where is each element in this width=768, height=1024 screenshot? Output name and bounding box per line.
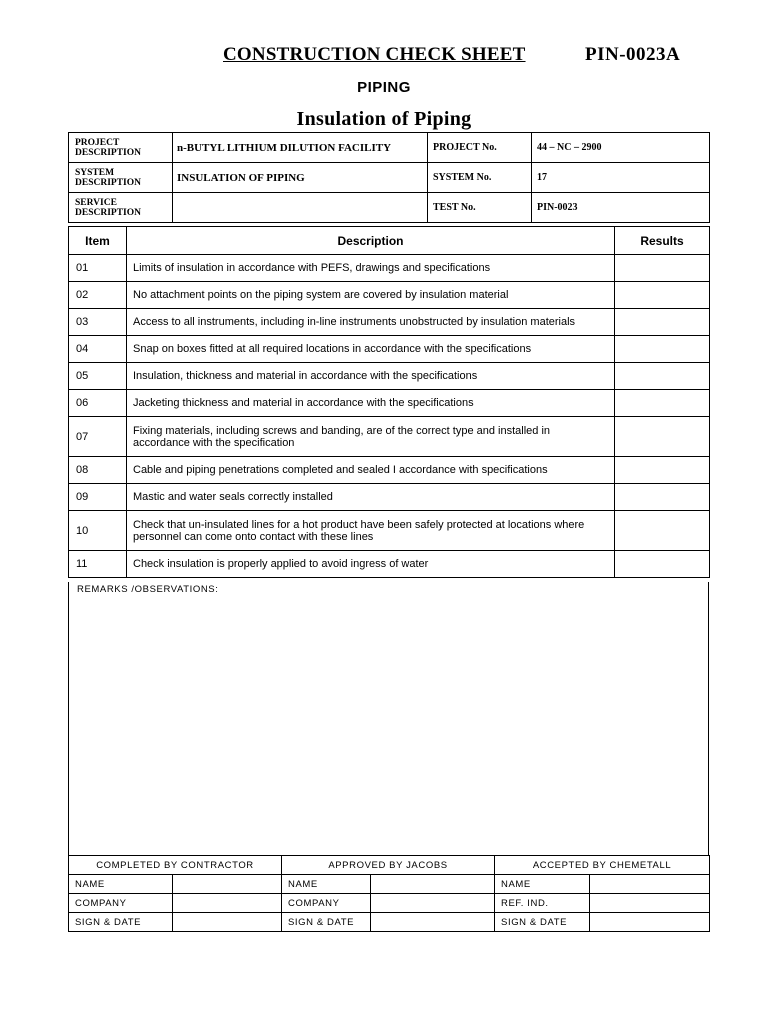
checklist-header-row [69, 227, 710, 255]
contractor-company-label: COMPANY [69, 894, 173, 913]
table-row [69, 336, 710, 363]
item-description: Insulation, thickness and material in accordance with the specifications [127, 363, 615, 390]
result-cell[interactable] [615, 457, 710, 484]
contractor-name-field[interactable] [173, 875, 282, 894]
result-cell[interactable] [615, 363, 710, 390]
result-cell[interactable] [615, 551, 710, 578]
table-row [69, 255, 710, 282]
system-description-value: INSULATION OF PIPING [173, 163, 428, 193]
result-cell[interactable] [615, 390, 710, 417]
jacobs-company-field[interactable] [371, 894, 495, 913]
item-description: Check insulation is properly applied to avoid ingress of water [127, 551, 615, 578]
service-description-label: SERVICE DESCRIPTION [69, 193, 173, 223]
result-cell[interactable] [615, 511, 710, 551]
item-description: Jacketing thickness and material in accordance with the specifications [127, 390, 615, 417]
table-row [69, 511, 710, 551]
result-cell[interactable] [615, 255, 710, 282]
item-description: Limits of insulation in accordance with PEFS, drawings and specifications [127, 255, 615, 282]
result-cell[interactable] [615, 484, 710, 511]
project-info-table [68, 132, 710, 223]
chemetall-name-field[interactable] [590, 875, 710, 894]
jacobs-heading: APPROVED BY JACOBS [282, 856, 495, 875]
description-column-header: Description [127, 227, 615, 255]
system-number-value: 17 [532, 163, 710, 193]
item-description: Check that un-insulated lines for a hot product have been safely protected at locations where personnel can come onto contact with these lines [127, 511, 615, 551]
contractor-sign-field[interactable] [173, 913, 282, 932]
result-cell[interactable] [615, 309, 710, 336]
result-cell[interactable] [615, 336, 710, 363]
system-number-label: SYSTEM No. [428, 163, 532, 193]
remarks-label: REMARKS /OBSERVATIONS: [77, 584, 219, 595]
item-number: 07 [69, 417, 127, 457]
checklist-table [68, 226, 710, 578]
system-description-label: SYSTEM DESCRIPTION [69, 163, 173, 193]
item-number: 06 [69, 390, 127, 417]
item-number: 04 [69, 336, 127, 363]
table-row [69, 457, 710, 484]
signoff-table [68, 855, 710, 932]
project-row [69, 133, 710, 163]
project-number-label: PROJECT No. [428, 133, 532, 163]
chemetall-heading: ACCEPTED BY CHEMETALL [495, 856, 710, 875]
result-cell[interactable] [615, 417, 710, 457]
test-number-value: PIN-0023 [532, 193, 710, 223]
chemetall-ref-label: REF. IND. [495, 894, 590, 913]
item-number: 11 [69, 551, 127, 578]
table-row [69, 417, 710, 457]
signoff-name-row [69, 875, 710, 894]
chemetall-name-label: NAME [495, 875, 590, 894]
item-description: Cable and piping penetrations completed and sealed I accordance with specifications [127, 457, 615, 484]
item-number: 05 [69, 363, 127, 390]
item-description: Snap on boxes fitted at all required locations in accordance with the specifications [127, 336, 615, 363]
jacobs-sign-field[interactable] [371, 913, 495, 932]
contractor-name-label: NAME [69, 875, 173, 894]
jacobs-name-label: NAME [282, 875, 371, 894]
item-number: 02 [69, 282, 127, 309]
remarks-box[interactable] [68, 582, 709, 856]
jacobs-sign-label: SIGN & DATE [282, 913, 371, 932]
item-number: 01 [69, 255, 127, 282]
service-row [69, 193, 710, 223]
discipline-heading: PIPING [357, 79, 411, 96]
chemetall-sign-field[interactable] [590, 913, 710, 932]
table-row [69, 309, 710, 336]
table-row [69, 551, 710, 578]
item-number: 10 [69, 511, 127, 551]
signoff-sign-row [69, 913, 710, 932]
test-number-label: TEST No. [428, 193, 532, 223]
contractor-heading: COMPLETED BY CONTRACTOR [69, 856, 282, 875]
item-column-header: Item [69, 227, 127, 255]
sheet-title: CONSTRUCTION CHECK SHEET [223, 44, 526, 65]
chemetall-sign-label: SIGN & DATE [495, 913, 590, 932]
item-number: 03 [69, 309, 127, 336]
item-number: 08 [69, 457, 127, 484]
project-description-value: n-BUTYL LITHIUM DILUTION FACILITY [173, 133, 428, 163]
table-row [69, 282, 710, 309]
project-number-value: 44 – NC – 2900 [532, 133, 710, 163]
item-number: 09 [69, 484, 127, 511]
document-code: PIN-0023A [585, 44, 681, 65]
system-row [69, 163, 710, 193]
service-description-value [173, 193, 428, 223]
item-description: No attachment points on the piping system are covered by insulation material [127, 282, 615, 309]
jacobs-name-field[interactable] [371, 875, 495, 894]
page-title: Insulation of Piping [296, 108, 472, 130]
jacobs-company-label: COMPANY [282, 894, 371, 913]
result-cell[interactable] [615, 282, 710, 309]
item-description: Access to all instruments, including in-line instruments unobstructed by insulation materials [127, 309, 615, 336]
table-row [69, 390, 710, 417]
signoff-header-row [69, 856, 710, 875]
contractor-sign-label: SIGN & DATE [69, 913, 173, 932]
results-column-header: Results [615, 227, 710, 255]
project-description-label: PROJECT DESCRIPTION [69, 133, 173, 163]
item-description: Fixing materials, including screws and banding, are of the correct type and installed in accordance with the specification [127, 417, 615, 457]
item-description: Mastic and water seals correctly installed [127, 484, 615, 511]
table-row [69, 363, 710, 390]
contractor-company-field[interactable] [173, 894, 282, 913]
table-row [69, 484, 710, 511]
chemetall-ref-field[interactable] [590, 894, 710, 913]
signoff-company-row [69, 894, 710, 913]
